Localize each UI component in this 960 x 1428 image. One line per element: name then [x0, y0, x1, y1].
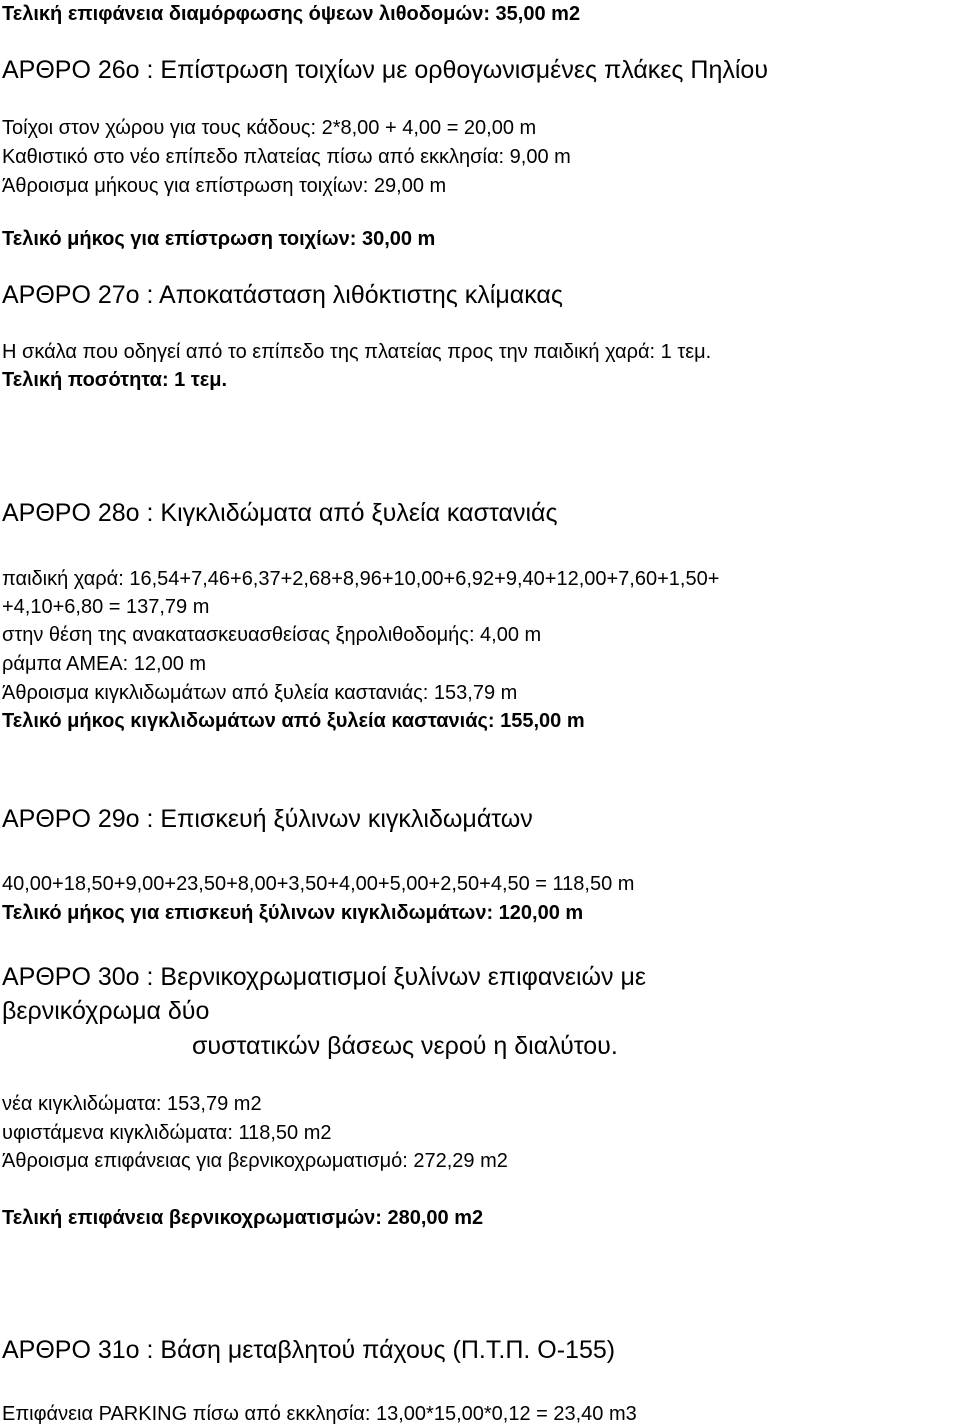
article-27-final: Τελική ποσότητα: 1 τεμ. — [2, 369, 228, 391]
article-30-heading-line-2: βερνικόχρωμα δύο — [2, 997, 210, 1025]
article-28-line-1: παιδική χαρά: 16,54+7,46+6,37+2,68+8,96+10,00+6,92+9,40+12,00+7,60+1,50+ — [2, 568, 720, 590]
article-31-line-1: Επιφάνεια PARKING πίσω από εκκλησία: 13,00*15,00*0,12 = 23,40 m3 — [2, 1403, 637, 1425]
article-26-heading: ΑΡΘΡΟ 26ο : Επίστρωση τοιχίων με ορθογωνισμένες πλάκες Πηλίου — [2, 56, 769, 84]
article-30-line-3: Άθροισμα επιφάνειας για βερνικοχρωματισμό: 272,29 m2 — [2, 1150, 508, 1172]
article-28-line-3: στην θέση της ανακατασκευασθείσας ξηρολιθοδομής: 4,00 m — [2, 624, 542, 646]
article-28-line-2: +4,10+6,80 = 137,79 m — [2, 596, 210, 618]
article-28-line-5: Άθροισμα κιγκλιδωμάτων από ξυλεία καστανιάς: 153,79 m — [2, 682, 518, 704]
article-29-heading: ΑΡΘΡΟ 29ο : Επισκευή ξύλινων κιγκλιδωμάτων — [2, 805, 533, 833]
article-30-heading-line-1: ΑΡΘΡΟ 30ο : Βερνικοχρωματισμοί ξυλίνων επιφανειών με — [2, 963, 647, 991]
article-27-line-1: Η σκάλα που οδηγεί από το επίπεδο της πλατείας προς την παιδική χαρά: 1 τεμ. — [2, 341, 712, 363]
article-30-final: Τελική επιφάνεια βερνικοχρωματισμών: 280,00 m2 — [2, 1207, 484, 1229]
article-26-line-2: Καθιστικό στο νέο επίπεδο πλατείας πίσω από εκκλησία: 9,00 m — [2, 146, 571, 168]
article-30-line-2: υφιστάμενα κιγκλιδώματα: 118,50 m2 — [2, 1122, 332, 1144]
article-29-final: Τελικό μήκος για επισκευή ξύλινων κιγκλιδωμάτων: 120,00 m — [2, 902, 584, 924]
article-30-line-1: νέα κιγκλιδώματα: 153,79 m2 — [2, 1093, 262, 1115]
article-28-line-4: ράμπα ΑΜΕΑ: 12,00 m — [2, 653, 207, 675]
article-28-heading: ΑΡΘΡΟ 28ο : Κιγκλιδώματα από ξυλεία καστανιάς — [2, 499, 558, 527]
article-30-heading-line-3: συστατικών βάσεως νερού η διαλύτου. — [192, 1032, 618, 1060]
article-27-heading: ΑΡΘΡΟ 27ο : Αποκατάσταση λιθόκτιστης κλίμακας — [2, 281, 563, 309]
article-26-line-1: Τοίχοι στον χώρου για τους κάδους: 2*8,00 + 4,00 = 20,00 m — [2, 117, 537, 139]
final-stone-surface: Τελική επιφάνεια διαμόρφωσης όψεων λιθοδομών: 35,00 m2 — [2, 3, 581, 25]
article-28-final: Τελικό μήκος κιγκλιδωμάτων από ξυλεία καστανιάς: 155,00 m — [2, 710, 585, 732]
article-29-line-1: 40,00+18,50+9,00+23,50+8,00+3,50+4,00+5,00+2,50+4,50 = 118,50 m — [2, 873, 635, 895]
article-26-final: Τελικό μήκος για επίστρωση τοιχίων: 30,00 m — [2, 228, 436, 250]
article-26-line-3: Άθροισμα μήκους για επίστρωση τοιχίων: 29,00 m — [2, 175, 447, 197]
article-31-heading: ΑΡΘΡΟ 31ο : Βάση μεταβλητού πάχους (Π.Τ.Π. Ο-155) — [2, 1336, 616, 1364]
